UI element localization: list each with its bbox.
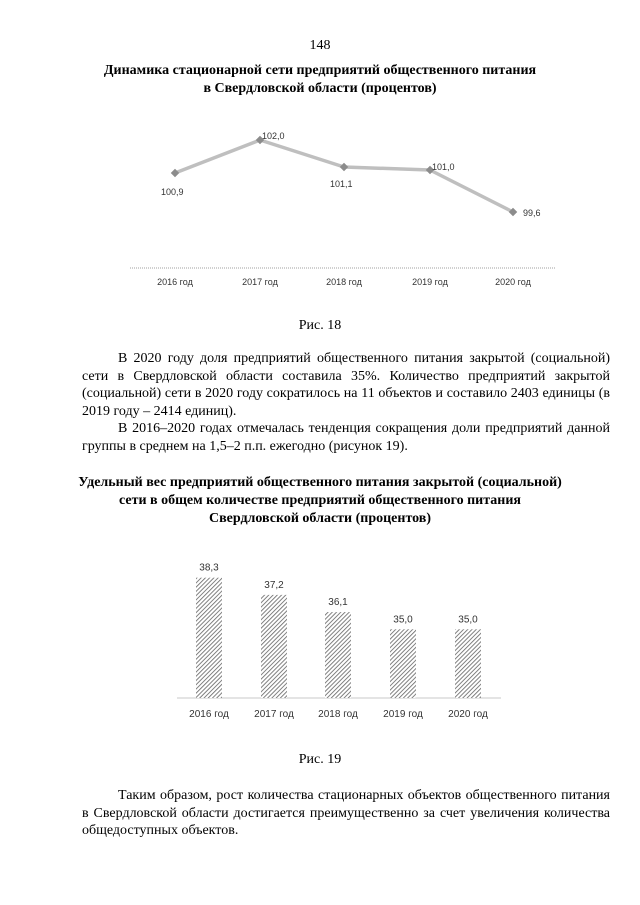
- line-chart-x-tick-4: 2019 год: [412, 277, 448, 287]
- bar-chart-x-tick-4: 2019 год: [383, 709, 423, 720]
- bar-chart: [0, 545, 640, 730]
- bar-data-label-5: 35,0: [458, 614, 478, 626]
- line-chart-data-label-3: 101,1: [330, 179, 353, 189]
- figure-19-caption: Рис. 19: [298, 752, 342, 767]
- line-chart-x-tick-5: 2020 год: [495, 277, 531, 287]
- figure-19-title-line-2: сети в общем количестве предприятий общественного питания: [118, 493, 521, 508]
- bar-chart-x-tick-5: 2020 год: [448, 709, 488, 720]
- figure-19-title-line-1: Удельный вес предприятий общественного питания закрытой (социальной): [78, 475, 562, 490]
- bar-chart-x-tick-2: 2017 год: [254, 709, 294, 720]
- line-chart-point-3: [340, 163, 348, 171]
- figure-19-title-line-3: Свердловской области (процентов): [208, 511, 432, 526]
- line-chart-x-tick-1: 2016 год: [157, 277, 193, 287]
- figure-18-title: [60, 62, 580, 98]
- line-chart: [0, 105, 640, 305]
- line-chart-data-label-4: 101,0: [432, 162, 455, 172]
- paragraph-1-text-a: В 2020 году доля предприятий общественного питания закрытой (социальной) сети в Свердловской области составила 35%. Количество предприятий закрытой (социальной) сети в 2020 году сократилось на 11 объектов и составило 2403 единицы (в 2019 году – 2414 единиц).: [82, 351, 610, 419]
- paragraph-1: [82, 350, 610, 455]
- line-chart-x-tick-2: 2017 год: [242, 277, 278, 287]
- bar-1: [196, 578, 222, 698]
- bar-3: [325, 612, 351, 698]
- figure-18-title-line-1: Динамика стационарной сети предприятий общественного питания: [103, 63, 537, 78]
- page-number: 148: [309, 38, 331, 53]
- line-chart-series-line: [175, 140, 513, 212]
- bar-4: [390, 629, 416, 698]
- paragraph-1-text-b: В 2016–2020 годах отмечалась тенденция сокращения доли предприятий данной группы в среднем на 1,5–2 п.п. ежегодно (рисунок 19).: [82, 421, 610, 454]
- line-chart-data-label-2: 102,0: [262, 131, 285, 141]
- paragraph-2-text: Таким образом, рост количества стационарных объектов общественного питания в Свердловской области достигается преимущественно за счет увеличения количества общедоступных объектов.: [82, 788, 610, 838]
- figure-19-title: [60, 474, 580, 528]
- line-chart-data-label-1: 100,9: [161, 187, 184, 197]
- figure-18-caption: Рис. 18: [298, 318, 342, 333]
- bar-data-label-2: 37,2: [264, 579, 284, 591]
- line-chart-data-label-5: 99,6: [523, 208, 541, 218]
- bar-chart-x-tick-3: 2018 год: [318, 709, 358, 720]
- bar-data-label-4: 35,0: [393, 614, 413, 626]
- paragraph-2: [82, 787, 610, 840]
- bar-chart-x-tick-1: 2016 год: [189, 709, 229, 720]
- bar-data-label-1: 38,3: [199, 562, 219, 574]
- line-chart-x-tick-3: 2018 год: [326, 277, 362, 287]
- figure-18-title-line-2: в Свердловской области (процентов): [203, 81, 437, 96]
- bar-2: [261, 595, 287, 698]
- bar-5: [455, 629, 481, 698]
- bar-data-label-3: 36,1: [328, 597, 348, 609]
